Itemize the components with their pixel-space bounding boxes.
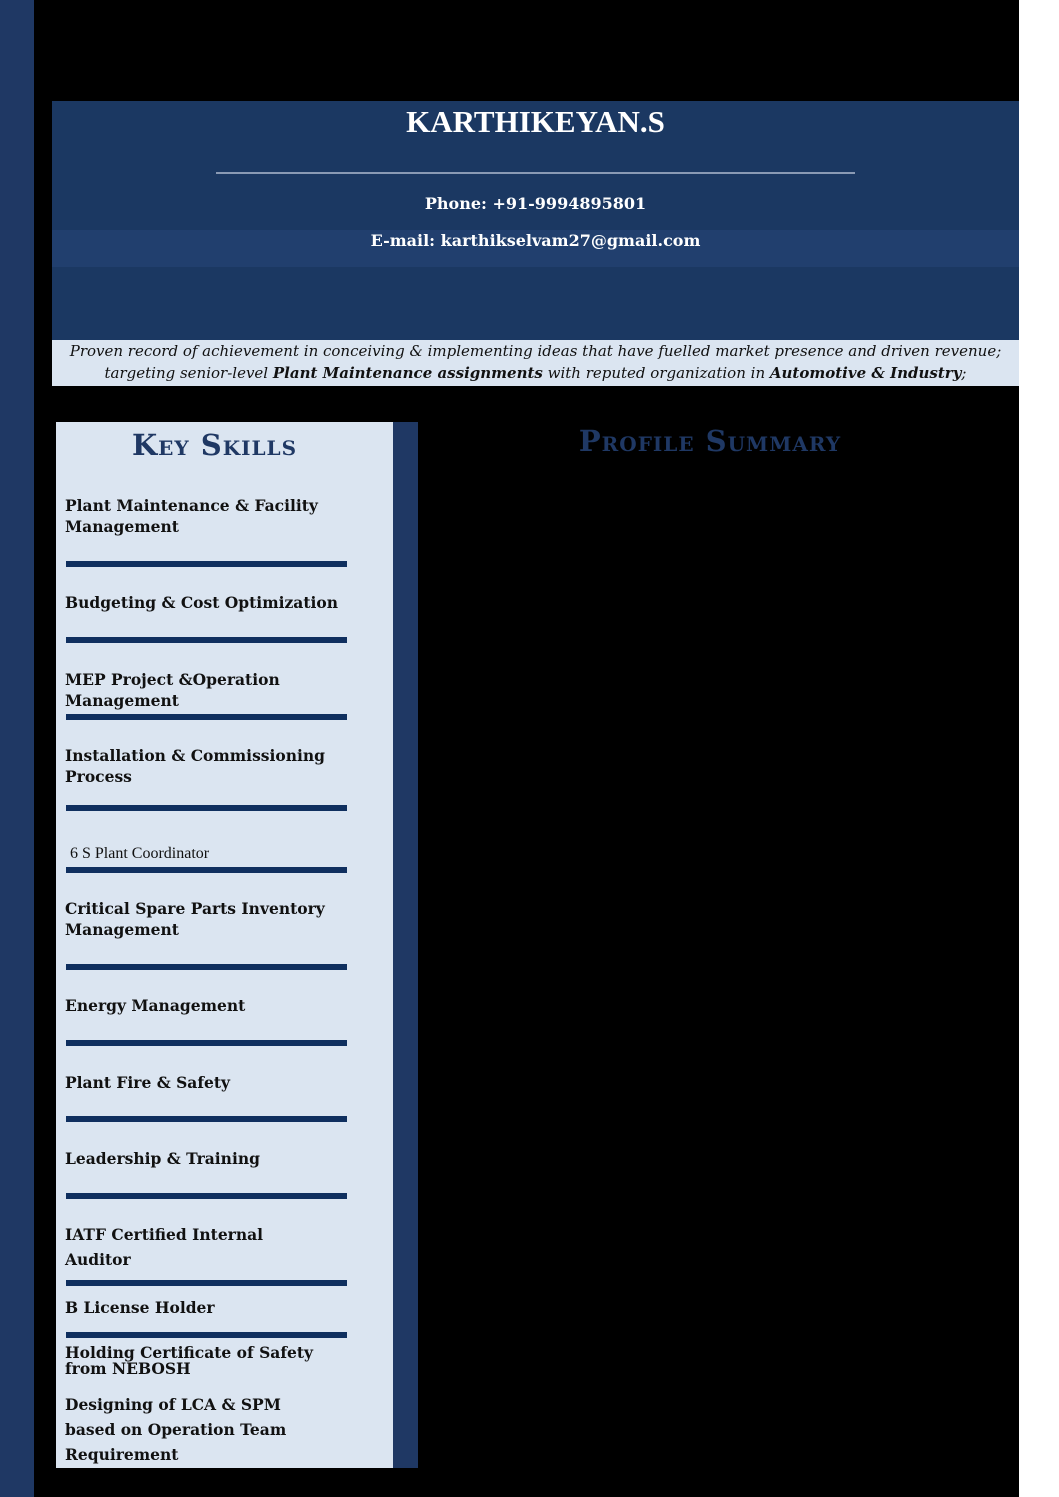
skill-divider <box>66 1332 347 1338</box>
skill-divider <box>66 714 347 720</box>
skill-divider <box>66 867 347 873</box>
profile-summary-title: Profile Summary <box>578 424 842 458</box>
skill-item: Designing of LCA & SPM based on Operation Team Requirement <box>65 1395 287 1464</box>
tagline-line-1: Proven record of achievement in conceiving & implementing ideas that have fuelled market presence and driven revenue; <box>69 342 1002 360</box>
skill-divider <box>66 1193 347 1199</box>
tagline-line-2: targeting senior-level Plant Maintenance assignments with reputed organization in Automotive & Industry; <box>104 364 967 382</box>
email-address[interactable]: E-mail: karthikselvam27@gmail.com <box>370 231 701 250</box>
skill-divider <box>66 1280 347 1286</box>
skill-item: Installation & Commissioning Process <box>65 746 326 786</box>
skill-item: 6 S Plant Coordinator <box>70 845 210 862</box>
skill-item: Plant Fire & Safety <box>65 1073 231 1092</box>
skill-divider <box>66 561 347 567</box>
skill-divider <box>66 1040 347 1046</box>
header-divider <box>216 172 855 174</box>
skill-item: IATF Certified Internal Auditor <box>65 1225 264 1269</box>
right-margin-strip <box>1019 0 1059 1497</box>
skill-divider <box>66 964 347 970</box>
skill-item: Budgeting & Cost Optimization <box>65 593 338 612</box>
candidate-name: KARTHIKEYAN.S <box>406 104 665 139</box>
skill-divider <box>66 637 347 643</box>
skill-item: B License Holder <box>65 1298 215 1317</box>
skill-item: Energy Management <box>65 996 246 1015</box>
skill-divider <box>66 1116 347 1122</box>
career-tagline <box>52 340 1019 386</box>
skill-item: Plant Maintenance & Facility Management <box>65 496 318 536</box>
skill-item: MEP Project &Operation Management <box>65 670 280 710</box>
key-skills-panel-edge <box>393 422 418 1468</box>
key-skills-title: Key Skills <box>131 428 298 462</box>
left-accent-bar <box>0 0 34 1497</box>
skill-item: Holding Certificate of Safety from NEBOSH <box>65 1343 314 1378</box>
skill-item: Leadership & Training <box>65 1149 260 1168</box>
skill-divider <box>66 805 347 811</box>
skill-item: Critical Spare Parts Inventory Management <box>65 899 325 939</box>
phone-number: Phone: +91-9994895801 <box>424 194 647 213</box>
